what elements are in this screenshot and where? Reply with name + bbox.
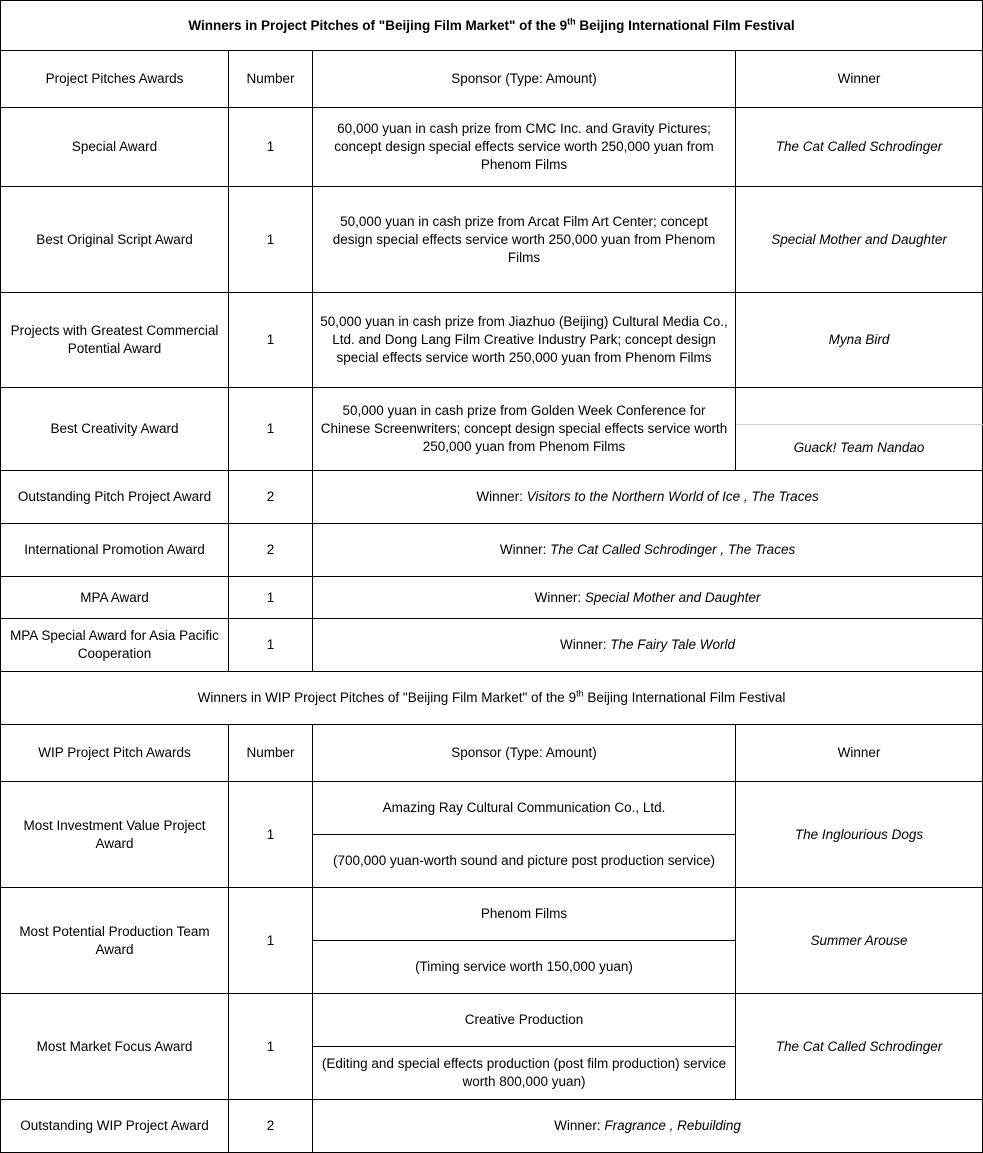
- award-winner-merged: [313, 471, 983, 524]
- winner-names: Special Mother and Daughter: [584, 589, 761, 605]
- award-winner: Special Mother and Daughter: [736, 187, 983, 293]
- award-name: Projects with Greatest Commercial Potential Award: [1, 293, 229, 388]
- award-winner-merged: [313, 619, 983, 672]
- award-winner: Myna Bird: [736, 293, 983, 388]
- table-row: [1, 524, 983, 577]
- section1-title: Winners in Project Pitches of "Beijing Film Market" of the 9th Beijing International Film Festival: [1, 1, 983, 51]
- award-sponsor: Amazing Ray Cultural Communication Co., Ltd.: [313, 782, 736, 835]
- section2-header-row: [1, 725, 983, 782]
- award-number: 1: [229, 577, 313, 619]
- award-number: 1: [229, 619, 313, 672]
- header-number: Number: [229, 725, 313, 782]
- award-number: 1: [229, 994, 313, 1100]
- header-sponsor: Sponsor (Type: Amount): [313, 725, 736, 782]
- table-row: [1, 994, 983, 1047]
- winner-prefix: Winner:: [499, 542, 551, 557]
- winner-names: Visitors to the Northern World of Ice , The Traces: [526, 489, 819, 504]
- table-row: [1, 187, 983, 293]
- award-sponsor: 50,000 yuan in cash prize from Golden Week Conference for Chinese Screenwriters; concept design special effects service worth 250,000 yuan from Phenom Films: [313, 388, 736, 471]
- award-winner-merged: [313, 577, 983, 619]
- award-number: 2: [229, 524, 313, 577]
- award-number: 1: [229, 888, 313, 994]
- award-name: Most Market Focus Award: [1, 994, 229, 1100]
- award-number: 1: [229, 187, 313, 293]
- award-winner: The Inglourious Dogs: [736, 782, 983, 888]
- award-sponsor: 50,000 yuan in cash prize from Jiazhuo (Beijing) Cultural Media Co., Ltd. and Dong Lang Film Creative Industry Park; concept design special effects service worth 250,000 yuan from Phenom Films: [313, 293, 736, 388]
- award-sponsor: 60,000 yuan in cash prize from CMC Inc. and Gravity Pictures; concept design special effects service worth 250,000 yuan from Phenom Films: [313, 108, 736, 187]
- award-number: 1: [229, 293, 313, 388]
- award-name: MPA Award: [1, 577, 229, 619]
- award-name: Best Creativity Award: [1, 388, 229, 471]
- table-row: [1, 619, 983, 672]
- table-row: [1, 388, 983, 425]
- award-winner-merged: [313, 524, 983, 577]
- award-name: Outstanding Pitch Project Award: [1, 471, 229, 524]
- header-award: WIP Project Pitch Awards: [1, 725, 229, 782]
- winner-prefix: Winner:: [559, 637, 611, 652]
- table-row: [1, 293, 983, 388]
- table-row: [1, 577, 983, 619]
- award-winner: The Cat Called Schrodinger: [736, 108, 983, 187]
- award-name: Most Potential Production Team Award: [1, 888, 229, 994]
- award-service: (Editing and special effects production (post film production) service worth 800,000 yuan): [313, 1047, 736, 1100]
- winner-names: The Fairy Tale World: [610, 637, 736, 652]
- table-row: [1, 471, 983, 524]
- award-number: 1: [229, 108, 313, 187]
- section1-header-row: [1, 51, 983, 108]
- award-name: Best Original Script Award: [1, 187, 229, 293]
- winner-names: Fragrance , Rebuilding: [604, 1118, 741, 1133]
- award-number: 2: [229, 1100, 313, 1153]
- table-row: [1, 782, 983, 835]
- award-sponsor: Creative Production: [313, 994, 736, 1047]
- award-winner: Summer Arouse: [736, 888, 983, 994]
- table-row: [1, 1100, 983, 1153]
- award-name: Special Award: [1, 108, 229, 187]
- award-name: Outstanding WIP Project Award: [1, 1100, 229, 1153]
- table-row: [1, 888, 983, 941]
- winner-prefix: Winner:: [476, 489, 527, 504]
- header-award: Project Pitches Awards: [1, 51, 229, 108]
- award-winner-merged: [313, 1100, 983, 1153]
- award-name: MPA Special Award for Asia Pacific Cooperation: [1, 619, 229, 672]
- award-number: 1: [229, 388, 313, 471]
- award-sponsor: Phenom Films: [313, 888, 736, 941]
- header-winner: Winner: [736, 725, 983, 782]
- winner-prefix: Winner:: [554, 1118, 605, 1133]
- award-name: International Promotion Award: [1, 524, 229, 577]
- award-number: 1: [229, 782, 313, 888]
- section2-title: Winners in WIP Project Pitches of "Beijing Film Market" of the 9th Beijing International Film Festival: [1, 672, 983, 725]
- winner-names: The Cat Called Schrodinger , The Traces: [550, 542, 796, 557]
- award-sponsor: 50,000 yuan in cash prize from Arcat Film Art Center; concept design special effects service worth 250,000 yuan from Phenom Films: [313, 187, 736, 293]
- award-number: 2: [229, 471, 313, 524]
- header-number: Number: [229, 51, 313, 108]
- header-sponsor: Sponsor (Type: Amount): [313, 51, 736, 108]
- award-service: (Timing service worth 150,000 yuan): [313, 941, 736, 994]
- award-name: Most Investment Value Project Award: [1, 782, 229, 888]
- winner-blank-cell: [736, 388, 983, 425]
- header-winner: Winner: [736, 51, 983, 108]
- award-winner: The Cat Called Schrodinger: [736, 994, 983, 1100]
- award-winner: Guack! Team Nandao: [736, 425, 983, 471]
- award-service: (700,000 yuan-worth sound and picture post production service): [313, 835, 736, 888]
- winner-prefix: Winner:: [534, 589, 585, 605]
- table-row: [1, 108, 983, 187]
